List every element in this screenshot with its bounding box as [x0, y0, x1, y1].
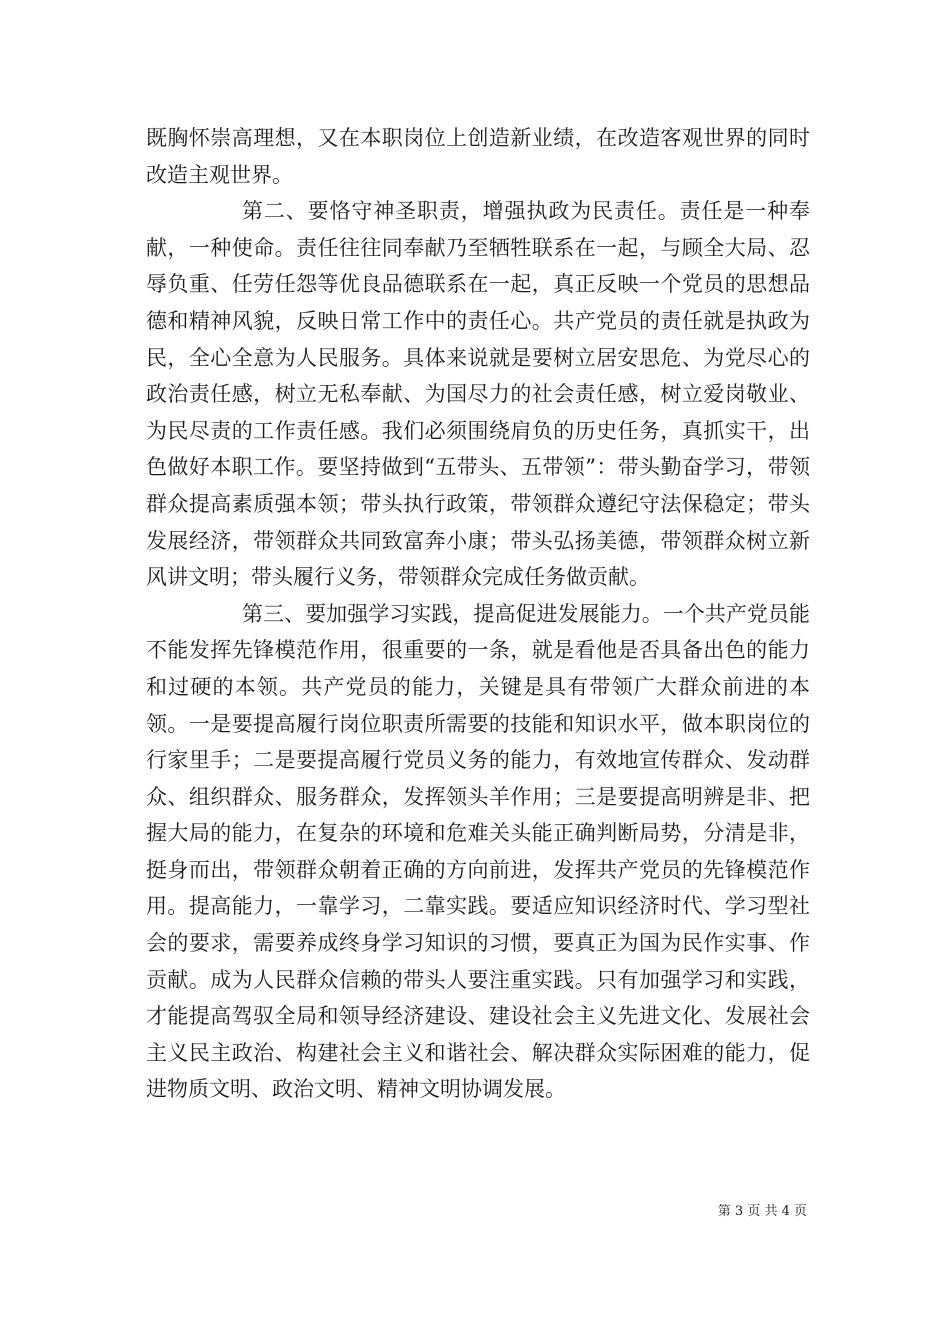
body-text	[146, 120, 810, 1108]
paragraph-continuation: 既胸怀崇高理想，又在本职岗位上创造新业绩，在改造客观世界的同时改造主观世界。	[146, 126, 810, 187]
paragraph-third-learning: 第三、要加强学习实践，提高促进发展能力。一个共产党员能不能发挥先锋模范作用，很重要的一条，就是看他是否具备出色的能力和过硬的本领。共产党员的能力，关键是具有带领广大群众前进的本领。一是要提高履行岗位职责所需要的技能和知识水平，做本职岗位的行家里手；二是要提高履行党员义务的能力，有效地宣传群众、发动群众、组织群众、服务群众，发挥领头羊作用；三是要提高明辨是非、把握大局的能力，在复杂的环境和危难关头能正确判断局势，分清是非，挺身而出，带领群众朝着正确的方向前进，发挥共产党员的先锋模范作用。提高能力，一靠学习，二靠实践。要适应知识经济时代、学习型社会的要求，需要养成终身学习知识的习惯，要真正为国为民作实事、作贡献。成为人民群众信赖的带头人要注重实践。只有加强学习和实践，才能提高驾驭全局和领导经济建设、建设社会主义先进文化、发展社会主义民主政治、构建社会主义和谐社会、解决群众实际困难的能力，促进物质文明、政治文明、精神文明协调发展。	[146, 601, 810, 1102]
paragraph-second-duty: 第二、要恪守神圣职责，增强执政为民责任。责任是一种奉献，一种使命。责任往往同奉献乃至牺牲联系在一起，与顾全大局、忍辱负重、任劳任怨等优良品德联系在一起，真正反映一个党员的思想品德和精神风貌，反映日常工作中的责任心。共产党员的责任就是执政为民，全心全意为人民服务。具体来说就是要树立居安思危、为党尽心的政治责任感，树立无私奉献、为国尽力的社会责任感，树立爱岗敬业、为民尽责的工作责任感。我们必须围绕肩负的历史任务，真抓实干，出色做好本职工作。要坚持做到“五带头、五带领”：带头勤奋学习，带领群众提高素质强本领；带头执行政策，带领群众遵纪守法保稳定；带头发展经济，带领群众共同致富奔小康；带头弘扬美德，带领群众树立新风讲文明；带头履行义务，带领群众完成任务做贡献。	[146, 199, 810, 590]
page-number: 第 3 页 共 4 页	[717, 1204, 807, 1219]
